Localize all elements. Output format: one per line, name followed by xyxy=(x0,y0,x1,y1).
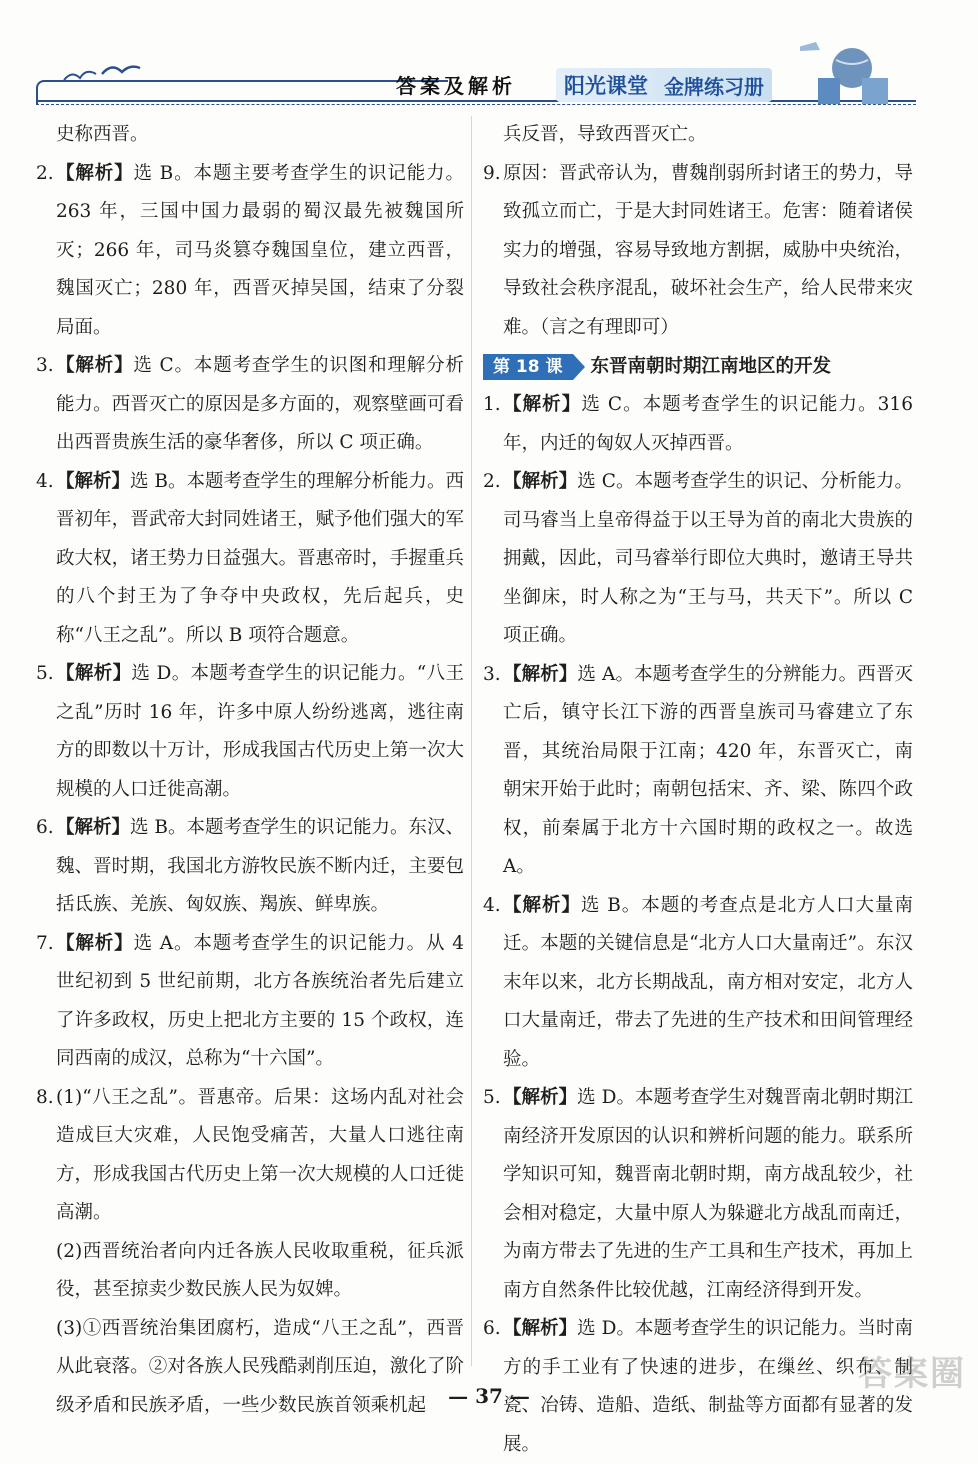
answer-8-part-2: (2)西晋统治者向内迁各族人民收取重税，征兵派役，甚至掠卖少数民族人民为奴婢。 xyxy=(56,1240,464,1300)
item-number: 8. xyxy=(36,1086,54,1108)
brand-name: 阳光课堂 xyxy=(564,74,648,98)
answer-item-3 xyxy=(36,347,464,463)
item-number: 7. xyxy=(36,932,54,954)
item-text xyxy=(56,655,464,809)
brand-subtitle: 金牌练习册 xyxy=(664,74,764,99)
item-body: 选 D。本题考查学生对魏晋南北朝时期江南经济开发原因的认识和辨析问题的能力。联系所学知识可知，魏晋南北朝时期，南方战乱较少，社会相对稳定，大量中原人为躲避北方战乱而南迁，为南方带去了先进的生产工具和生产技术，再加上南方自然条件比较优越，江南经济得到开发。 xyxy=(503,1087,913,1301)
item-body: (1)“八王之乱”。晋惠帝。后果：这场内乱对社会造成巨大灾难，人民饱受痛苦，大量人口逃往南方，形成我国古代历史上第一次大规模的人口迁徙高潮。 xyxy=(56,1086,464,1223)
page-number: — 37 — xyxy=(448,1384,530,1408)
globe-telescope-icon xyxy=(800,38,920,108)
analysis-tag: 【解析】 xyxy=(503,663,578,685)
item-text xyxy=(56,155,464,348)
left-column xyxy=(36,116,464,1425)
lesson-heading xyxy=(483,348,913,386)
item-body: 选 D。本题考查学生的识记能力。“八王之乱”历时 16 年，许多中原人纷纷逃离，逃往南方的即数以十万计，形成我国古代历史上第一次大规模的人口迁徙高潮。 xyxy=(56,663,464,800)
answer-item-5 xyxy=(36,655,464,809)
item-number: 5. xyxy=(483,1087,501,1108)
continued-text: 兵反晋，导致西晋灭亡。 xyxy=(503,124,707,145)
item-body: 选 D。本题考查学生的识记能力。当时南方的手工业有了快速的进步，在缫丝、织布、制瓷、冶铸、造船、造纸、制盐等方面都有显著的发展。 xyxy=(503,1318,913,1455)
item-number: 6. xyxy=(483,1318,501,1339)
item-number: 3. xyxy=(36,355,54,376)
item-text xyxy=(503,463,913,656)
item-number: 5. xyxy=(36,663,54,684)
answer-item-4 xyxy=(483,887,913,1080)
item-body: 选 B。本题主要考查学生的识记能力。263 年，三国中国力最弱的蜀汉最先被魏国所灭；266 年，司马炎篡夺魏国皇位，建立西晋，魏国灭亡；280 年，西晋灭掉吴国，结束了分裂局面。 xyxy=(56,162,464,338)
answer-item-5 xyxy=(483,1079,913,1310)
answer-item-2 xyxy=(36,155,464,348)
analysis-tag: 【解析】 xyxy=(503,1318,578,1339)
lesson-title: 东晋南朝时期江南地区的开发 xyxy=(590,355,832,377)
item-body: 选 A。本题考查学生的识记能力。从 4 世纪初到 5 世纪前期，北方各族统治者先后建立了许多政权，历史上把北方主要的 15 个政权，连同西南的成汉，总称为“十六国”。 xyxy=(56,932,464,1069)
item-body: 选 B。本题考查学生的识记能力。东汉、魏、晋时期，我国北方游牧民族不断内迁，主要包括氐族、羌族、匈奴族、羯族、鲜卑族。 xyxy=(56,817,464,915)
right-column xyxy=(483,116,913,1464)
item-body: 选 C。本题考查学生的识图和理解分析能力。西晋灭亡的原因是多方面的，观察壁画可看出西晋贵族生活的豪华奢侈，所以 C 项正确。 xyxy=(56,355,464,453)
item-number: 2. xyxy=(36,162,54,184)
analysis-tag: 【解析】 xyxy=(503,1087,578,1108)
analysis-tag: 【解析】 xyxy=(56,817,131,838)
item-number: 2. xyxy=(483,471,501,492)
item-number: 4. xyxy=(483,894,501,916)
analysis-tag: 【解析】 xyxy=(503,471,578,492)
item-body: 选 A。本题考查学生的分辨能力。西晋灭亡后，镇守长江下游的西晋皇族司马睿建立了东晋，其统治局限于江南；420 年，东晋灭亡，南朝宋开始于此时；南朝包括宋、齐、梁、陈四个政权，前秦属于北方十六国时期的政权之一。故选 A。 xyxy=(503,663,913,877)
item-text xyxy=(503,887,913,1080)
site-watermark xyxy=(858,1356,966,1392)
analysis-tag: 【解析】 xyxy=(56,663,132,684)
item-text xyxy=(503,386,913,463)
analysis-tag: 【解析】 xyxy=(56,932,134,954)
answer-item-9 xyxy=(483,155,913,348)
brand-banner xyxy=(556,68,772,102)
item-text xyxy=(56,347,464,463)
page-header xyxy=(0,0,978,118)
item-text xyxy=(503,1079,913,1310)
continued-text: 史称西晋。 xyxy=(56,124,149,145)
answer-item-1 xyxy=(483,386,913,463)
item-body: 选 B。本题考查学生的理解分析能力。西晋初年，晋武帝大封同姓诸王，赋予他们强大的军政大权，诸王势力日益强大。晋惠帝时，手握重兵的八个封王为了争夺中央政权，先后起兵，史称“八王之乱”。所以 B 项符合题意。 xyxy=(56,470,464,646)
item-body: 原因：晋武帝认为，曹魏削弱所封诸王的势力，导致孤立而亡，于是大封同姓诸王。危害：随着诸侯实力的增强，容易导致地方割据，威胁中央统治，导致社会秩序混乱，破坏社会生产，给人民带来灾难。（言之有理即可） xyxy=(503,162,913,338)
column-divider xyxy=(471,116,472,1366)
analysis-tag: 【解析】 xyxy=(56,355,134,376)
analysis-tag: 【解析】 xyxy=(56,162,134,184)
item-body: 选 C。本题考查学生的识记、分析能力。司马睿当上皇帝得益于以王导为首的南北大贵族的拥戴，因此，司马睿举行即位大典时，邀请王导共坐御床，时人称之为“王与马，共天下”。所以 C 项正确。 xyxy=(503,471,913,646)
item-text xyxy=(503,656,913,887)
answer-8-part-3: (3)①西晋统治集团腐朽，造成“八王之乱”，西晋从此衰落。②对各族人民残酷剥削压迫，激化了阶级矛盾和民族矛盾，一些少数民族首领乘机起 xyxy=(56,1317,464,1416)
item-text xyxy=(56,463,464,656)
header-rule xyxy=(36,100,916,102)
analysis-tag: 【解析】 xyxy=(503,894,581,916)
answer-item-8 xyxy=(36,1079,464,1233)
item-body: 选 B。本题的考查点是北方人口大量南迁。本题的关键信息是“北方人口大量南迁”。东汉末年以来，北方长期战乱，南方相对安定，北方人口大量南迁，带去了先进的生产技术和田间管理经验。 xyxy=(503,894,913,1070)
analysis-tag: 【解析】 xyxy=(503,394,582,415)
header-dashed-rule xyxy=(36,104,916,105)
answer-item-4 xyxy=(36,463,464,656)
answer-item-6 xyxy=(36,809,464,925)
item-number: 9. xyxy=(483,162,501,184)
item-number: 1. xyxy=(483,394,501,415)
item-number: 6. xyxy=(36,817,54,838)
item-body: 选 C。本题考查学生的识记能力。316 年，内迁的匈奴人灭掉西晋。 xyxy=(503,394,913,454)
answer-item-2 xyxy=(483,463,913,656)
answer-item-3 xyxy=(483,656,913,887)
item-number: 4. xyxy=(36,470,54,492)
analysis-tag: 【解析】 xyxy=(56,470,131,492)
answer-item-7 xyxy=(36,925,464,1079)
watermark-line-1: 答案圈 xyxy=(858,1354,966,1394)
item-text xyxy=(56,809,464,925)
item-text xyxy=(56,925,464,1079)
lesson-badge: 第 18 课 xyxy=(483,354,573,380)
item-number: 3. xyxy=(483,663,501,685)
header-title: 答案及解析 xyxy=(396,74,516,98)
